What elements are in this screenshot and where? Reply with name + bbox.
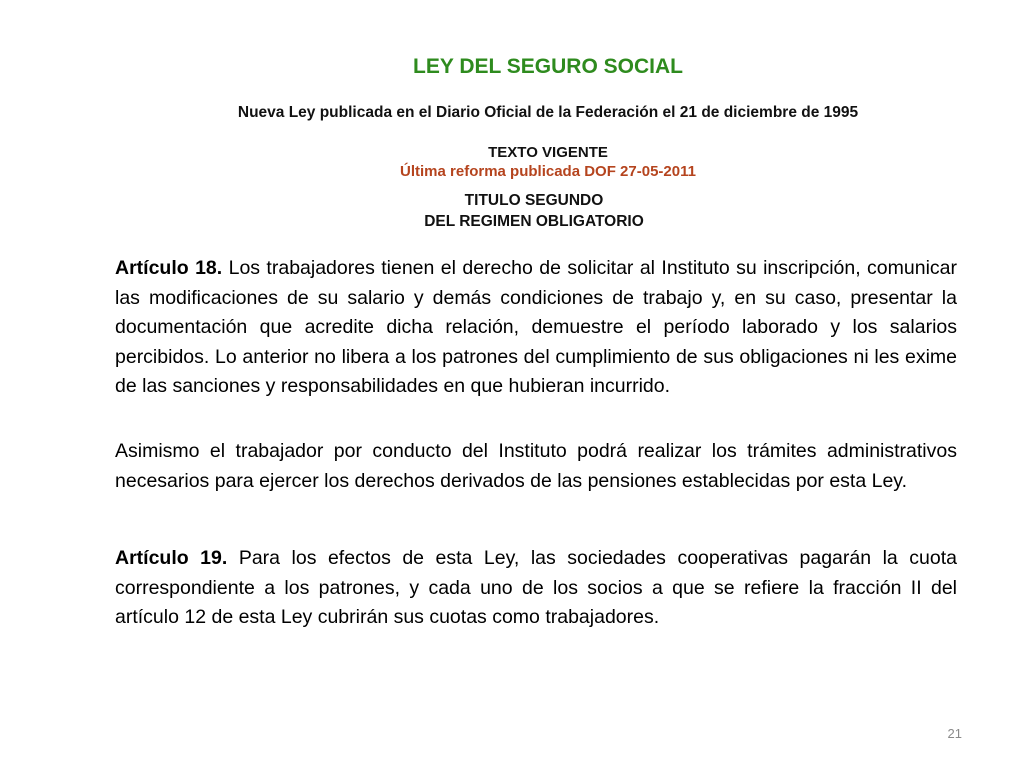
- article-19-paragraph: [115, 544, 957, 633]
- status-heading: TEXTO VIGENTE: [488, 144, 608, 161]
- article-18-continuation-text: Asimismo el trabajador por conducto del Instituto podrá realizar los trámites administrativos necesarios para ejercer los derechos derivados de las pensiones establecidas por esta Ley.: [115, 440, 957, 492]
- page-number: 21: [947, 726, 962, 741]
- publication-line: Nueva Ley publicada en el Diario Oficial de la Federación el 21 de diciembre de 1995: [237, 104, 859, 121]
- law-title: LEY DEL SEGURO SOCIAL: [413, 55, 683, 78]
- article-18-text: Los trabajadores tienen el derecho de solicitar al Instituto su inscripción, comunicar las modificaciones de su salario y demás condiciones de trabajo y, en su caso, presentar la documentación que acredite dicha relación, demuestre el período laborado y los salarios percibidos. Lo anterior no libera a los patrones del cumplimiento de sus obligaciones ni les exime de las sanciones y responsabilidades en que hubieran incurrido.: [115, 257, 957, 397]
- article-18-label: Artículo 18.: [115, 257, 223, 279]
- section-heading: [0, 190, 1024, 232]
- article-19-label: Artículo 19.: [115, 547, 228, 569]
- article-18-continuation-paragraph: [115, 437, 957, 496]
- regime-heading: DEL REGIMEN OBLIGATORIO: [424, 213, 644, 230]
- title-section: TITULO SEGUNDO: [464, 192, 604, 209]
- article-18-paragraph: [115, 254, 957, 402]
- last-reform-line: Última reforma publicada DOF 27-05-2011: [400, 163, 696, 180]
- article-19-text: Para los efectos de esta Ley, las sociedades cooperativas pagarán la cuota correspondiente a los patrones, y cada uno de los socios a que se refiere la fracción II del artículo 12 de esta Ley cubrirán sus cuotas como trabajadores.: [115, 547, 957, 628]
